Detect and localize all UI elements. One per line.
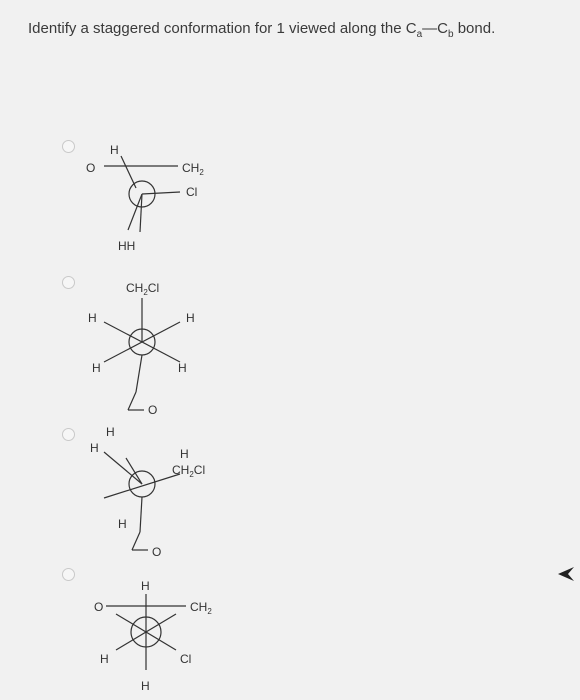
option-c-lower-h-label: H bbox=[118, 517, 127, 531]
option-b-top-subscript: 2 bbox=[143, 288, 148, 297]
option-c-ch2-subscript: 2 bbox=[189, 470, 194, 479]
option-a-hh-label: HH bbox=[118, 239, 136, 253]
option-a-ch2-label bbox=[182, 161, 204, 177]
option-a-rear-circle bbox=[129, 181, 155, 207]
option-d-top-h-label: H bbox=[141, 579, 150, 593]
option-b-top-text: CH bbox=[126, 281, 144, 295]
option-b-left-h-label: H bbox=[88, 311, 97, 325]
option-b-lower-left-h-label: H bbox=[92, 361, 101, 375]
option-c-bond-line bbox=[104, 474, 180, 498]
option-d-o-label: O bbox=[94, 600, 104, 614]
option-a-ch2-subscript: 2 bbox=[199, 168, 204, 177]
option-c-left-h-label: H bbox=[90, 441, 99, 455]
option-c-radio[interactable] bbox=[62, 428, 75, 441]
question-text-end: bond. bbox=[453, 20, 496, 37]
option-c-ch2cl-label bbox=[172, 463, 205, 479]
option-d-bond-line bbox=[116, 614, 176, 650]
option-b-o-label: O bbox=[148, 403, 158, 417]
option-b-top-tail: Cl bbox=[147, 281, 160, 295]
option-a-ch2-text: CH bbox=[182, 161, 200, 175]
option-a-bond-line bbox=[128, 194, 142, 230]
option-c-rear-circle bbox=[129, 471, 155, 497]
option-b-bond-line bbox=[128, 392, 136, 410]
mouse-cursor-icon bbox=[556, 564, 576, 584]
option-b-radio[interactable] bbox=[62, 276, 75, 289]
question-text bbox=[28, 20, 495, 40]
question-text-main: Identify a staggered conformation for 1 viewed along the C bbox=[28, 20, 417, 37]
option-c-top-h-label: H bbox=[106, 425, 115, 439]
question-dash: —C bbox=[422, 20, 448, 37]
option-c-bond-line bbox=[126, 458, 142, 484]
option-d-ch2-text: CH bbox=[190, 600, 208, 614]
option-d-bottom-h-label: H bbox=[141, 679, 150, 693]
option-a-radio[interactable] bbox=[62, 140, 75, 153]
option-a-bond-line bbox=[140, 194, 142, 232]
option-c-o-label: O bbox=[152, 545, 162, 559]
option-b-bond-line bbox=[104, 322, 180, 362]
option-a-bond-line bbox=[142, 192, 180, 194]
option-d-bond-line bbox=[116, 614, 176, 650]
question-sub-a: a bbox=[416, 29, 423, 40]
option-b-bond-line bbox=[104, 322, 180, 362]
option-d-lower-left-h-label: H bbox=[100, 652, 109, 666]
option-c-right-h-label: H bbox=[180, 447, 189, 461]
option-b-right-h-label: H bbox=[186, 311, 195, 325]
option-d-cl-label: Cl bbox=[180, 652, 192, 666]
option-b-lower-right-h-label: H bbox=[178, 361, 187, 375]
option-b-top-label bbox=[126, 281, 159, 297]
option-c-bond-line bbox=[140, 497, 142, 532]
option-d-rear-circle bbox=[131, 617, 161, 647]
option-a-bond-line bbox=[121, 156, 136, 188]
option-c-bond-line bbox=[104, 452, 142, 484]
option-c-cl-text: Cl bbox=[193, 463, 206, 477]
option-d-ch2-subscript: 2 bbox=[207, 607, 212, 616]
question-sub-b: b bbox=[447, 29, 454, 40]
option-d-radio[interactable] bbox=[62, 568, 75, 581]
option-c-bond-line bbox=[132, 532, 140, 550]
option-c-ch2-text: CH bbox=[172, 463, 190, 477]
option-b-bond-line bbox=[136, 355, 142, 392]
option-a-o-label: O bbox=[86, 161, 96, 175]
option-a-cl-label: Cl bbox=[186, 185, 198, 199]
option-b-rear-circle bbox=[129, 329, 155, 355]
option-d-ch2-label bbox=[190, 600, 212, 616]
option-a-top-h-label: H bbox=[110, 143, 119, 157]
